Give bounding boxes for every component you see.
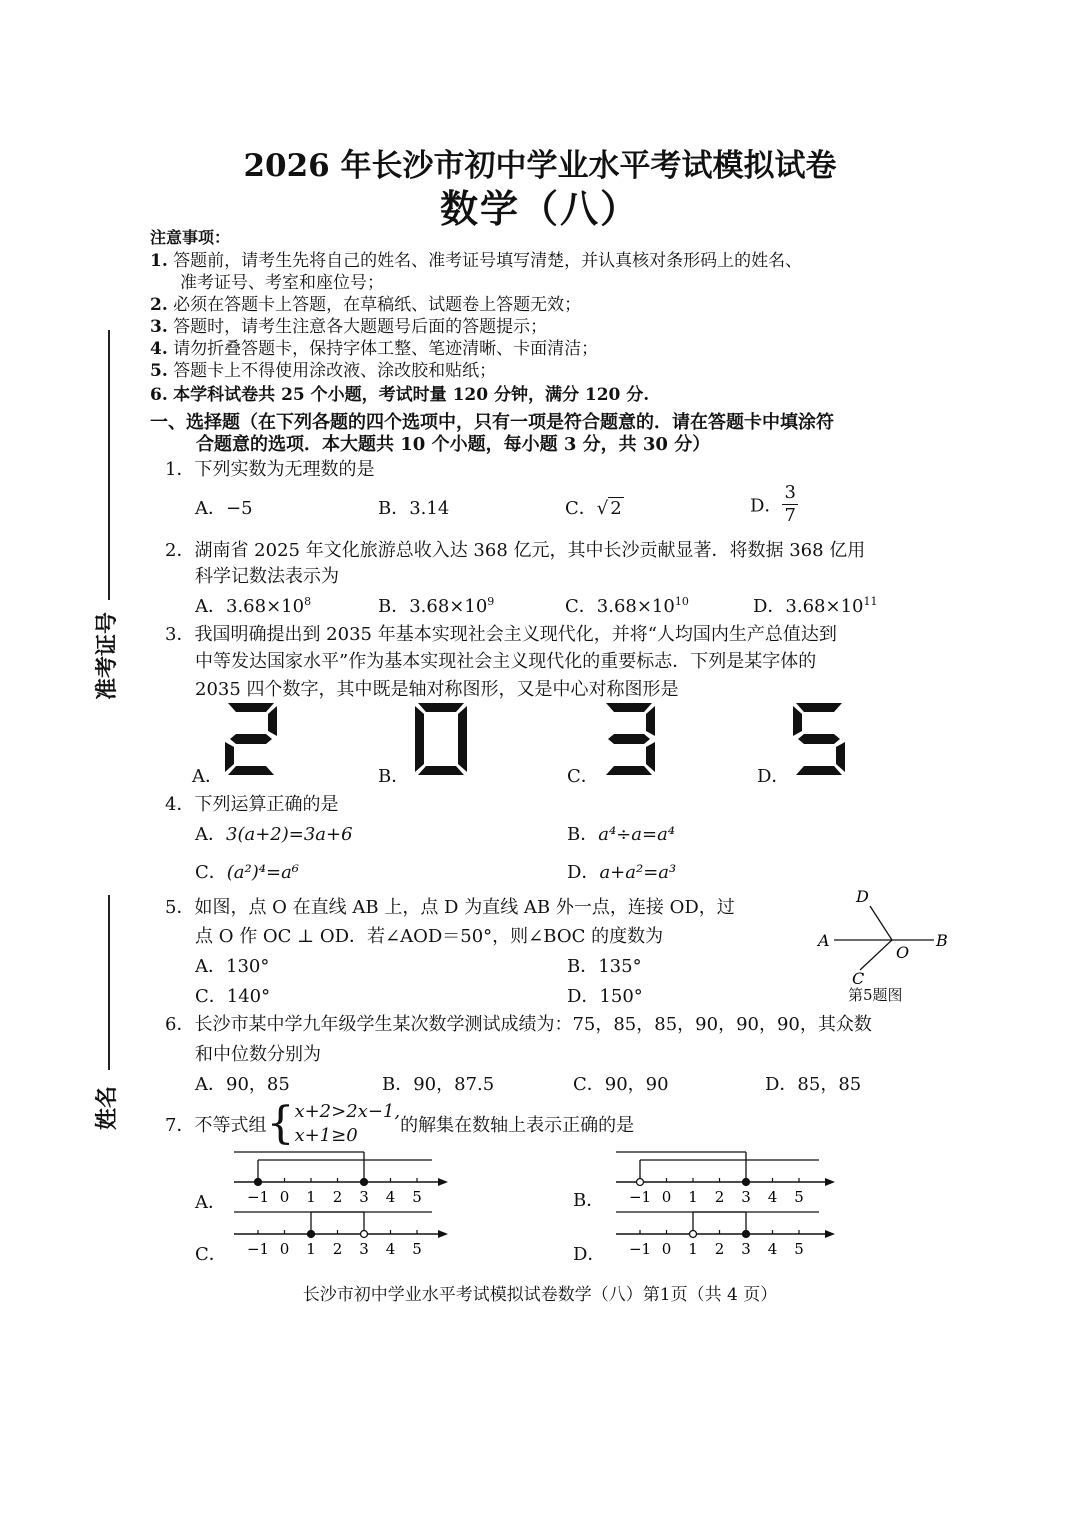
digit-5-figure [790, 700, 848, 778]
tick-label: −1 [628, 1188, 652, 1206]
tick-label: 5 [412, 1188, 422, 1206]
tick-label: 0 [279, 1188, 290, 1206]
q5-figure [812, 886, 957, 986]
question-1-stem: 1．下列实数为无理数的是 [165, 459, 375, 480]
tick-label: 5 [412, 1240, 422, 1258]
notes-heading: 注意事项： [150, 228, 231, 247]
open-endpoint [690, 1231, 697, 1238]
tick-label: 2 [332, 1188, 343, 1206]
tick-label: −1 [246, 1188, 270, 1206]
point-b-label: B [936, 931, 948, 950]
q7-option-b-label: B． [573, 1190, 605, 1211]
q5-option-a: A．130° [195, 956, 270, 977]
point-c-label: C [852, 969, 865, 986]
tick-label: 2 [714, 1240, 725, 1258]
page-footer: 长沙市初中学业水平考试模拟试卷数学（八）第1页（共 4 页） [302, 1285, 778, 1305]
tick-label: 4 [385, 1188, 396, 1206]
digit-3-figure [600, 700, 658, 778]
q3-option-c-label: C． [567, 766, 599, 787]
q4-option-b: B．a⁴÷a=a⁴ [567, 824, 676, 845]
question-3-line3: 2035 四个数字，其中既是轴对称图形，又是中心对称图形是 [195, 679, 679, 700]
exam-title: 2026 年长沙市初中学业水平考试模拟试卷 [243, 148, 837, 184]
q2-option-a: A．$3.68\times 10^8$ [195, 595, 312, 617]
axis-arrow [825, 1178, 835, 1186]
inequality-system: x+2>2x−1, x+1≥0 [294, 1101, 401, 1146]
q2-option-b: B．$3.68\times 10^9$ [378, 595, 495, 617]
fraction: $\frac{3}{7}$ [784, 482, 796, 526]
tick-label: 2 [332, 1240, 343, 1258]
admission-number-line [108, 330, 110, 600]
tick-label: 5 [794, 1240, 804, 1258]
q5-option-c: C．140° [195, 986, 271, 1007]
name-line [108, 895, 110, 1070]
q7-numberline-b [612, 1150, 837, 1210]
q1-option-b: B．3.14 [378, 498, 450, 519]
tick-label: 3 [741, 1188, 751, 1206]
tick-label: −1 [628, 1240, 652, 1258]
q5-option-b: B．135° [567, 956, 642, 977]
tick-label: −1 [246, 1240, 270, 1258]
tick-label: 0 [279, 1240, 290, 1258]
question-4-stem: 4．下列运算正确的是 [165, 794, 339, 815]
digit-2-figure [222, 700, 280, 778]
note-item: 准考证号、考室和座位号； [180, 273, 384, 293]
tick-label: 4 [385, 1240, 396, 1258]
digit-0-figure [412, 700, 470, 778]
closed-endpoint [743, 1179, 750, 1186]
q6-option-c: C．90，90 [573, 1074, 669, 1095]
note-item: 6. 本学科试卷共 25 个小题，考试时量 120 分钟，满分 120 分. [150, 385, 650, 405]
note-item: 3. 答题时，请考生注意各大题题号后面的答题提示； [150, 317, 548, 337]
note-item: 4. 请勿折叠答题卡，保持字体工整、笔迹清晰、卡面清洁； [150, 339, 599, 359]
q2-option-c: C．$3.68\times 10^{10}$ [565, 595, 689, 617]
note-item: 2. 必须在答题卡上答题，在草稿纸、试题卷上答题无效； [150, 295, 582, 315]
q5-option-d: D．150° [567, 986, 643, 1007]
tick-label: 0 [661, 1240, 672, 1258]
question-3-line2: 中等发达国家水平”作为基本实现社会主义现代化的重要标志．下列是某字体的 [195, 651, 817, 672]
note-item: 5. 答题卡上不得使用涂改液、涂改胶和贴纸； [150, 361, 497, 381]
q1-option-c: C．√ 2 [565, 498, 622, 519]
tick-label: 3 [359, 1188, 369, 1206]
q7-numberline-a [230, 1150, 450, 1210]
tick-label: 4 [767, 1188, 778, 1206]
question-7-stem: 7．不等式组{ x+2>2x−1, x+1≥0 的解集在数轴上表示正确的是 [165, 1098, 635, 1149]
q4-option-a: A．3(a+2)=3a+6 [195, 824, 353, 845]
q7-option-a-label: A． [195, 1192, 226, 1213]
question-5-line2: 点 O 作 OC ⊥ OD．若∠AOD＝50°，则∠BOC 的度数为 [195, 926, 664, 947]
name-label: 姓名 [94, 1085, 120, 1130]
question-5-line1: 5．如图，点 O 在直线 AB 上，点 D 为直线 AB 外一点，连接 OD，过 [165, 897, 735, 918]
q6-option-b: B．90，87.5 [382, 1074, 495, 1095]
q3-option-a-label: A． [192, 766, 223, 787]
tick-label: 3 [741, 1240, 751, 1258]
system-brace: { [266, 1098, 295, 1149]
axis-arrow [825, 1230, 835, 1238]
note-item: 1. 答题前，请考生先将自己的姓名、准考证号填写清楚，并认真核对条形码上的姓名、 [150, 251, 803, 271]
tick-label: 4 [767, 1240, 778, 1258]
q6-option-d: D．85，85 [765, 1074, 862, 1095]
point-a-label: A [818, 931, 830, 950]
q3-option-d-label: D． [757, 766, 790, 787]
axis-arrow [438, 1230, 448, 1238]
q7-option-d-label: D． [573, 1244, 606, 1265]
q3-option-b-label: B． [378, 766, 410, 787]
tick-label: 1 [688, 1240, 698, 1258]
admission-number-label: 准考证号 [94, 611, 120, 700]
q1-option-a: A．−5 [195, 498, 253, 519]
tick-label: 5 [794, 1188, 804, 1206]
tick-label: 3 [359, 1240, 369, 1258]
tick-label: 2 [714, 1188, 725, 1206]
question-2-line2: 科学记数法表示为 [195, 566, 339, 587]
closed-endpoint [361, 1179, 368, 1186]
section-heading-cont: 合题意的选项．本大题共 10 个小题，每小题 3 分，共 30 分） [196, 434, 711, 455]
section-heading: 一、选择题（在下列各题的四个选项中，只有一项是符合题意的．请在答题卡中填涂符 [150, 412, 834, 433]
tick-label: 1 [306, 1188, 316, 1206]
point-o-label: O [896, 943, 910, 962]
question-2-line1: 2．湖南省 2025 年文化旅游总收入达 368 亿元，其中长沙贡献显著．将数据 368 亿用 [165, 540, 866, 561]
question-6-line2: 和中位数分别为 [195, 1044, 321, 1065]
q4-option-c: C．(a²)⁴=a⁶ [195, 862, 300, 883]
q7-numberline-c [230, 1206, 450, 1262]
tick-label: 0 [661, 1188, 672, 1206]
q5-figure-caption: 第5题图 [848, 986, 903, 1004]
axis-arrow [438, 1178, 448, 1186]
open-endpoint [361, 1231, 368, 1238]
closed-endpoint [743, 1231, 750, 1238]
q7-numberline-d [612, 1206, 837, 1262]
q6-option-a: A．90，85 [195, 1074, 290, 1095]
tick-label: 1 [306, 1240, 316, 1258]
exam-subtitle: 数学（八） [439, 186, 640, 231]
question-6-line1: 6．长沙市某中学九年级学生某次数学测试成绩为：75，85，85，90，90，90，其众数 [165, 1014, 872, 1035]
point-d-label: D [856, 887, 869, 906]
closed-endpoint [255, 1179, 262, 1186]
sqrt-symbol: √ [596, 498, 609, 519]
open-endpoint [637, 1179, 644, 1186]
question-3-line1: 3．我国明确提出到 2035 年基本实现社会主义现代化，并将“人均国内生产总值达到 [165, 624, 837, 645]
q4-option-d: D．a+a²=a³ [567, 862, 677, 883]
tick-label: 1 [688, 1188, 698, 1206]
q7-option-c-label: C． [195, 1244, 227, 1265]
closed-endpoint [308, 1231, 315, 1238]
q1-option-d: D． $\frac{3}{7}$ [750, 482, 796, 526]
q2-option-d: D．$3.68\times 10^{11}$ [753, 595, 878, 617]
